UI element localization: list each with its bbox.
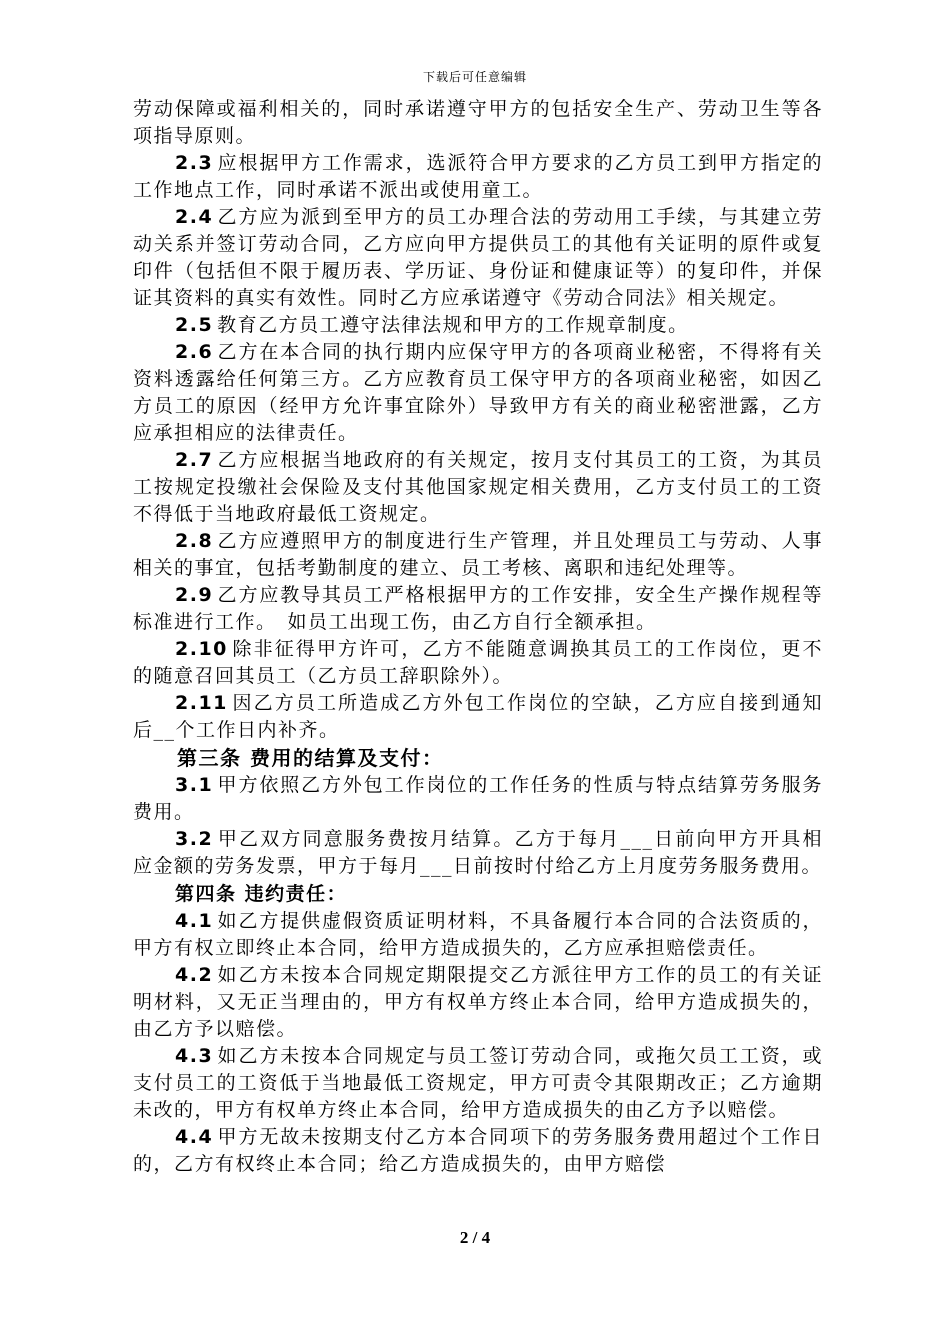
document-body bbox=[133, 96, 823, 1178]
clause-text: 乙方应为派到至甲方的员工办理合法的劳动用工手续，与其建立劳动关系并签订劳动合同，乙方应向甲方提供员工的其他有关证明的原件或复印件（包括但不限于履历表、学历证、身份证和健康证等）的复印件，并保证其资料的真实有效性。同时乙方应承诺遵守《劳动合同法》相关规定。 bbox=[133, 206, 823, 309]
section-heading: 第四条 违约责任： bbox=[175, 883, 348, 905]
clause-paragraph bbox=[133, 582, 823, 636]
clause-number: 2.11 bbox=[175, 692, 228, 714]
clause-text: 劳动保障或福利相关的，同时承诺遵守甲方的包括安全生产、劳动卫生等各项指导原则。 bbox=[133, 98, 823, 147]
clause-number: 2.3 bbox=[175, 152, 214, 174]
clause-paragraph bbox=[133, 826, 823, 880]
clause-text: 乙方应教导其员工严格根据甲方的工作安排，安全生产操作规程等标准进行工作。 如员工出现工伤，由乙方自行全额承担。 bbox=[133, 584, 823, 633]
clause-text: 因乙方员工所造成乙方外包工作岗位的空缺，乙方应自接到通知后__个工作日内补齐。 bbox=[133, 692, 823, 741]
clause-number: 3.2 bbox=[175, 828, 214, 850]
clause-paragraph bbox=[133, 636, 823, 690]
clause-number: 4.2 bbox=[175, 964, 214, 986]
clause-text: 乙方应根据当地政府的有关规定，按月支付其员工的工资，为其员工按规定投缴社会保险及支付其他国家规定相关费用，乙方支付员工的工资不得低于当地政府最低工资规定。 bbox=[133, 449, 823, 525]
clause-text: 乙方应遵照甲方的制度进行生产管理，并且处理员工与劳动、人事相关的事宜，包括考勤制度的建立、员工考核、离职和违纪处理等。 bbox=[133, 530, 823, 579]
clause-paragraph bbox=[133, 690, 823, 744]
clause-text: 如乙方未按本合同规定期限提交乙方派往甲方工作的员工的有关证明材料，又无正当理由的，甲方有权单方终止本合同，给甲方造成损失的，由乙方予以赔偿。 bbox=[133, 964, 823, 1040]
clause-number: 2.8 bbox=[175, 530, 214, 552]
clause-paragraph bbox=[133, 962, 823, 1043]
section-heading: 第三条 费用的结算及支付： bbox=[177, 746, 444, 770]
clause-number: 4.3 bbox=[175, 1045, 214, 1067]
clause-number: 2.6 bbox=[175, 341, 214, 363]
clause-number: 2.5 bbox=[175, 314, 214, 336]
clause-text: 如乙方未按本合同规定与员工签订劳动合同，或拖欠员工工资，或支付员工的工资低于当地最低工资规定，甲方可责令其限期改正；乙方逾期未改的，甲方有权单方终止本合同，给甲方造成损失的由乙方予以赔偿。 bbox=[133, 1045, 823, 1121]
clause-paragraph bbox=[133, 908, 823, 962]
clause-paragraph bbox=[133, 204, 823, 312]
clause-text: 甲方依照乙方外包工作岗位的工作任务的性质与特点结算劳务服务费用。 bbox=[133, 774, 823, 823]
clause-paragraph bbox=[133, 447, 823, 528]
clause-number: 2.4 bbox=[175, 206, 214, 228]
clause-number: 2.9 bbox=[175, 584, 214, 606]
clause-paragraph bbox=[133, 339, 823, 447]
clause-paragraph bbox=[133, 312, 823, 339]
clause-text: 乙方在本合同的执行期内应保守甲方的各项商业秘密，不得将有关资料透露给任何第三方。乙方应教育员工保守甲方的各项商业秘密，如因乙方员工的原因（经甲方允许事宜除外）导致甲方有关的商业秘密泄露，乙方应承担相应的法律责任。 bbox=[133, 341, 823, 444]
clause-paragraph bbox=[133, 1043, 823, 1124]
clause-number: 4.1 bbox=[175, 910, 214, 932]
clause-paragraph bbox=[133, 150, 823, 204]
clause-number: 3.1 bbox=[175, 774, 214, 796]
clause-text: 如乙方提供虚假资质证明材料，不具备履行本合同的合法资质的，甲方有权立即终止本合同，给甲方造成损失的，乙方应承担赔偿责任。 bbox=[133, 910, 823, 959]
clause-text: 除非征得甲方许可，乙方不能随意调换其员工的工作岗位，更不的随意召回其员工（乙方员工辞职除外）。 bbox=[133, 638, 823, 687]
clause-number: 2.7 bbox=[175, 449, 214, 471]
clause-text: 应根据甲方工作需求，选派符合甲方要求的乙方员工到甲方指定的工作地点工作，同时承诺不派出或使用童工。 bbox=[133, 152, 823, 201]
clause-text: 甲方无故未按期支付乙方本合同项下的劳务服务费用超过个工作日的，乙方有权终止本合同；给乙方造成损失的，由甲方赔偿 bbox=[133, 1126, 823, 1175]
clause-paragraph bbox=[133, 772, 823, 826]
page-header: 下载后可任意编辑 bbox=[422, 70, 527, 84]
clause-text: 教育乙方员工遵守法律法规和甲方的工作规章制度。 bbox=[217, 314, 689, 336]
clause-paragraph bbox=[133, 96, 823, 150]
clause-text: 甲乙双方同意服务费按月结算。乙方于每月___日前向甲方开具相应金额的劳务发票，甲方于每月___日前按时付给乙方上月度劳务服务费用。 bbox=[133, 828, 823, 877]
clause-paragraph bbox=[133, 1124, 823, 1178]
clause-paragraph bbox=[133, 528, 823, 582]
page-number: 2 / 4 bbox=[459, 1228, 491, 1247]
clause-number: 4.4 bbox=[175, 1126, 214, 1148]
clause-number: 2.10 bbox=[175, 638, 228, 660]
